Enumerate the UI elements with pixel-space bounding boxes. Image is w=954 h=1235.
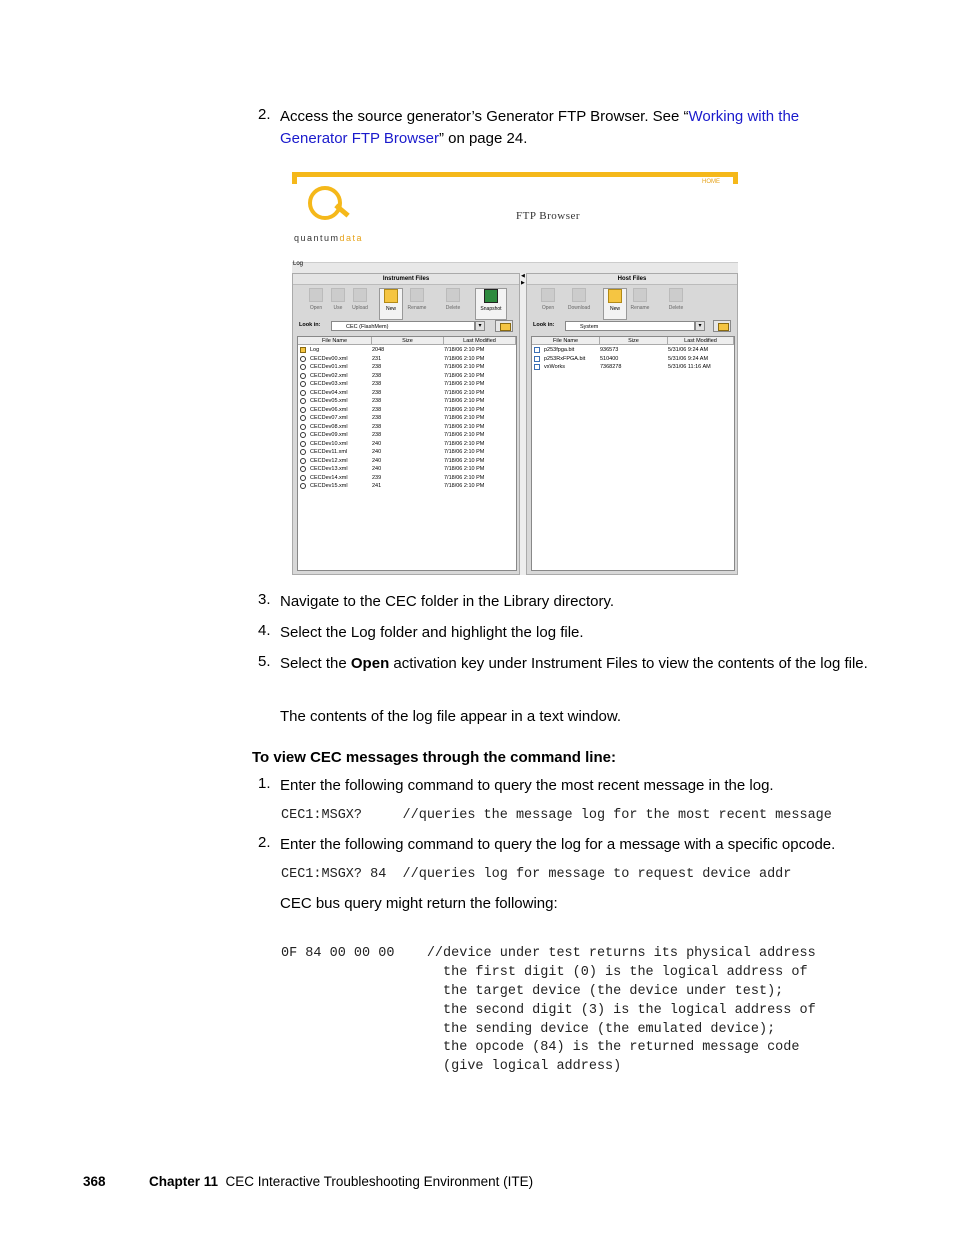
file-icon	[534, 364, 540, 370]
new-button[interactable]	[379, 288, 403, 320]
chevron-down-icon[interactable]: ▾	[695, 321, 705, 331]
folder-icon	[718, 323, 729, 331]
file-date: 7/18/06 2:10 PM	[444, 415, 485, 421]
file-date: 7/18/06 2:10 PM	[444, 347, 485, 353]
file-size: 238	[372, 398, 382, 404]
file-icon	[534, 347, 540, 353]
file-date: 7/18/06 2:10 PM	[444, 483, 485, 489]
step-number: 4.	[258, 622, 271, 639]
file-size: 240	[372, 449, 382, 455]
file-size: 231	[372, 355, 382, 362]
logo-word-quantum: quantum	[294, 233, 340, 243]
file-icon	[300, 449, 306, 455]
file-size: 238	[372, 423, 382, 430]
file-date: 7/18/06 2:10 PM	[444, 406, 485, 413]
file-icon	[534, 356, 540, 362]
toolbar-label: Download	[567, 305, 591, 311]
file-name: CECDev08.xml	[310, 423, 348, 430]
command-step-1-text: Enter the following command to query the most recent message in the log.	[280, 777, 774, 794]
instrument-file-list[interactable]	[297, 336, 517, 571]
working-with-ftp-browser-link[interactable]: Working with the Generator FTP Browser	[280, 108, 800, 147]
file-name: Log	[310, 347, 320, 353]
look-in-label: Look in:	[533, 322, 555, 328]
file-row[interactable]	[532, 363, 734, 372]
file-size: 240	[372, 466, 382, 472]
instrument-files-pane	[292, 273, 520, 575]
file-icon	[300, 373, 306, 379]
file-size: 238	[372, 415, 382, 421]
file-row[interactable]	[298, 406, 516, 415]
upload-icon	[353, 288, 367, 302]
file-date: 7/18/06 2:10 PM	[444, 423, 485, 430]
folder-up-button[interactable]	[495, 320, 513, 332]
tab-strip	[292, 262, 738, 273]
step-3-text: Navigate to the CEC folder in the Library directory.	[280, 593, 615, 610]
file-icon	[300, 458, 306, 464]
tab-log[interactable]: Log	[293, 261, 304, 267]
file-name: CECDev13.xml	[310, 466, 348, 472]
file-row[interactable]	[298, 457, 516, 466]
file-row[interactable]	[298, 474, 516, 483]
file-size: 2048	[372, 347, 385, 353]
file-date: 7/18/06 2:10 PM	[444, 466, 485, 472]
arrow-left-icon[interactable]: ◀	[521, 273, 525, 279]
toolbar-label: New	[609, 306, 620, 312]
rename-icon	[633, 288, 647, 302]
code-line: the opcode (84) is the returned message code	[281, 1040, 800, 1056]
file-icon	[300, 483, 306, 489]
host-file-list[interactable]	[531, 336, 735, 571]
delete-icon	[669, 288, 683, 302]
file-row[interactable]	[298, 355, 516, 364]
file-name: CECDev01.xml	[310, 364, 348, 370]
logo-word-data: data	[339, 233, 364, 243]
header-bar-right	[733, 172, 738, 184]
open-icon	[541, 288, 555, 302]
new-button[interactable]	[603, 288, 627, 320]
file-icon	[300, 407, 306, 413]
file-name: CECDev04.xml	[310, 389, 348, 396]
toolbar-label: Rename	[407, 305, 427, 311]
rename-icon	[410, 288, 424, 302]
code-query-result	[281, 926, 816, 1096]
file-date: 7/18/06 2:10 PM	[444, 381, 485, 387]
step-number: 1.	[258, 775, 271, 792]
home-link[interactable]: HOME	[702, 179, 720, 185]
file-name: CECDev03.xml	[310, 381, 348, 387]
file-size: 510400	[600, 355, 619, 362]
file-size: 238	[372, 364, 382, 370]
toolbar-label: Delete	[445, 305, 461, 311]
look-in-label: Look in:	[299, 322, 321, 328]
file-name: vxWorks	[544, 364, 565, 370]
file-name: CECDev15.xml	[310, 483, 348, 489]
open-icon	[309, 288, 323, 302]
toolbar-label: Open	[541, 305, 555, 311]
step-4-text: Select the Log folder and highlight the log file.	[280, 624, 584, 641]
pane-title: Instrument Files	[293, 274, 519, 285]
file-icon	[300, 415, 306, 421]
file-row[interactable]	[298, 389, 516, 398]
file-name: CECDev02.xml	[310, 372, 348, 379]
look-in-select[interactable]: CEC (FlashMem)	[331, 321, 475, 331]
file-icon	[300, 398, 306, 404]
file-name: p253fpga.bit	[544, 347, 575, 353]
snapshot-button[interactable]	[475, 288, 507, 320]
host-files-pane	[526, 273, 738, 575]
file-icon	[300, 475, 306, 481]
file-size: 7368278	[600, 364, 622, 370]
folder-icon	[300, 347, 306, 353]
file-name: CECDev11.xml	[310, 449, 348, 455]
step-5-text	[280, 653, 870, 675]
file-icon	[300, 466, 306, 472]
toolbar-label: Upload	[352, 305, 368, 311]
step-number: 3.	[258, 591, 271, 608]
file-size: 238	[372, 389, 382, 396]
file-icon	[300, 381, 306, 387]
file-name: p253RxFPGA.bit	[544, 355, 586, 362]
file-icon	[300, 364, 306, 370]
step-2-lead: Access the source generator’s Generator FTP Browser. See “	[280, 108, 689, 125]
file-icon	[300, 441, 306, 447]
toolbar-label: Rename	[630, 305, 650, 311]
code-line: the target device (the device under test);	[281, 983, 784, 999]
file-size: 238	[372, 372, 382, 379]
file-name: CECDev05.xml	[310, 398, 348, 404]
file-date: 7/18/06 2:10 PM	[444, 355, 485, 362]
code-line: 0F 84 00 00 00 //device under test returns its physical address	[281, 945, 816, 961]
step-number: 2.	[258, 834, 271, 851]
file-row[interactable]	[298, 372, 516, 381]
new-folder-icon	[608, 289, 622, 303]
chapter-label: Chapter 11	[149, 1174, 219, 1189]
code-line: (give logical address)	[281, 1059, 622, 1075]
open-button[interactable]	[537, 288, 559, 318]
look-in-select[interactable]: System	[565, 321, 695, 331]
query-intro: CEC bus query might return the following:	[280, 895, 558, 912]
code-line: the sending device (the emulated device);	[281, 1021, 776, 1037]
file-icon	[300, 390, 306, 396]
file-row[interactable]	[298, 440, 516, 449]
file-size: 238	[372, 432, 382, 438]
file-size: 936573	[600, 347, 619, 353]
arrow-right-icon[interactable]: ▶	[521, 280, 525, 286]
logo-wordmark	[294, 233, 363, 243]
page-number: 368	[83, 1174, 106, 1189]
use-button[interactable]	[327, 288, 349, 318]
step-2-tail: ” on page 24.	[438, 130, 528, 147]
header-bar-left	[292, 172, 297, 184]
file-date: 7/18/06 2:10 PM	[444, 372, 485, 379]
file-row[interactable]	[298, 346, 516, 355]
chevron-down-icon[interactable]: ▾	[475, 321, 485, 331]
file-name: CECDev14.xml	[310, 474, 348, 481]
file-date: 7/18/06 2:10 PM	[444, 449, 485, 455]
chapter-title: CEC Interactive Troubleshooting Environment (ITE)	[225, 1174, 534, 1189]
file-row[interactable]	[298, 414, 516, 423]
file-name: CECDev09.xml	[310, 432, 348, 438]
file-size: 238	[372, 381, 382, 387]
delete-button[interactable]	[442, 288, 464, 318]
column-header-size[interactable]: Size	[372, 337, 444, 345]
step-number: 2.	[258, 106, 271, 123]
column-header-name[interactable]: File Name	[298, 337, 372, 345]
file-icon	[300, 424, 306, 430]
upload-button[interactable]	[349, 288, 371, 318]
open-key-name: Open	[350, 655, 390, 672]
file-row[interactable]	[298, 431, 516, 440]
file-name: CECDev00.xml	[310, 355, 348, 362]
file-row[interactable]	[298, 363, 516, 372]
column-header-name[interactable]: File Name	[532, 337, 600, 345]
new-folder-icon	[384, 289, 398, 303]
code-line: the second digit (3) is the logical address of	[281, 1002, 816, 1018]
delete-icon	[446, 288, 460, 302]
file-date: 7/18/06 2:10 PM	[444, 389, 485, 396]
command-step-2-text: Enter the following command to query the log for a message with a specific opcode.	[280, 836, 836, 853]
download-button[interactable]	[563, 288, 595, 318]
file-size: 238	[372, 406, 382, 413]
file-size: 240	[372, 457, 382, 464]
code-line: the first digit (0) is the logical address of	[281, 964, 808, 980]
file-date: 5/31/06 11:16 AM	[668, 364, 711, 370]
file-icon	[300, 432, 306, 438]
file-date: 7/18/06 2:10 PM	[444, 398, 485, 404]
file-row[interactable]	[298, 482, 516, 491]
file-date: 7/18/06 2:10 PM	[444, 474, 485, 481]
rename-button[interactable]	[406, 288, 428, 318]
file-date: 7/18/06 2:10 PM	[444, 457, 485, 464]
open-button[interactable]	[305, 288, 327, 318]
file-row[interactable]	[298, 397, 516, 406]
file-name: CECDev06.xml	[310, 406, 348, 413]
toolbar-label: Snapshot	[480, 306, 502, 312]
delete-button[interactable]	[665, 288, 687, 318]
file-name: CECDev12.xml	[310, 457, 348, 464]
file-row[interactable]	[298, 465, 516, 474]
ftp-browser-screenshot	[290, 170, 750, 580]
file-row[interactable]	[298, 448, 516, 457]
folder-icon	[500, 323, 511, 331]
step-5-note: The contents of the log file appear in a text window.	[280, 708, 622, 725]
section-heading: To view CEC messages through the command line:	[252, 749, 616, 766]
file-row[interactable]	[298, 380, 516, 389]
running-footer	[149, 1174, 533, 1189]
file-row[interactable]	[298, 423, 516, 432]
folder-up-button[interactable]	[713, 320, 731, 332]
file-size: 240	[372, 440, 382, 447]
toolbar-label: Use	[333, 305, 343, 311]
file-name: CECDev07.xml	[310, 415, 348, 421]
file-date: 7/18/06 2:10 PM	[444, 432, 485, 438]
step-number: 5.	[258, 653, 271, 670]
code-query-opcode: CEC1:MSGX? 84 //queries log for message to request device addr	[281, 867, 792, 882]
column-header-size[interactable]: Size	[600, 337, 668, 345]
step-5-tail: activation key under Instrument Files to view the contents of the log file.	[389, 655, 868, 672]
file-date: 5/31/06 9:24 AM	[668, 355, 709, 362]
toolbar-label: New	[385, 306, 396, 312]
file-row[interactable]	[532, 355, 734, 364]
pane-title: Host Files	[527, 274, 737, 285]
file-icon	[300, 356, 306, 362]
step-2-text	[280, 106, 870, 150]
step-5-lead: Select the	[280, 655, 351, 672]
file-size: 241	[372, 483, 382, 489]
code-query-recent: CEC1:MSGX? //queries the message log for the most recent message	[281, 808, 832, 823]
file-size: 239	[372, 474, 382, 481]
file-date: 5/31/06 9:24 AM	[668, 347, 709, 353]
rename-button[interactable]	[629, 288, 651, 318]
download-icon	[572, 288, 586, 302]
file-name: CECDev10.xml	[310, 440, 348, 447]
page-title: FTP Browser	[516, 210, 581, 222]
file-date: 7/18/06 2:10 PM	[444, 364, 485, 370]
use-icon	[331, 288, 345, 302]
file-row[interactable]	[532, 346, 734, 355]
toolbar-label: Open	[309, 305, 323, 311]
header-bar	[292, 172, 738, 177]
snapshot-icon	[484, 289, 498, 303]
toolbar-label: Delete	[668, 305, 684, 311]
file-date: 7/18/06 2:10 PM	[444, 440, 485, 447]
column-header-modified[interactable]: Last Modified	[444, 337, 516, 345]
column-header-modified[interactable]: Last Modified	[668, 337, 734, 345]
